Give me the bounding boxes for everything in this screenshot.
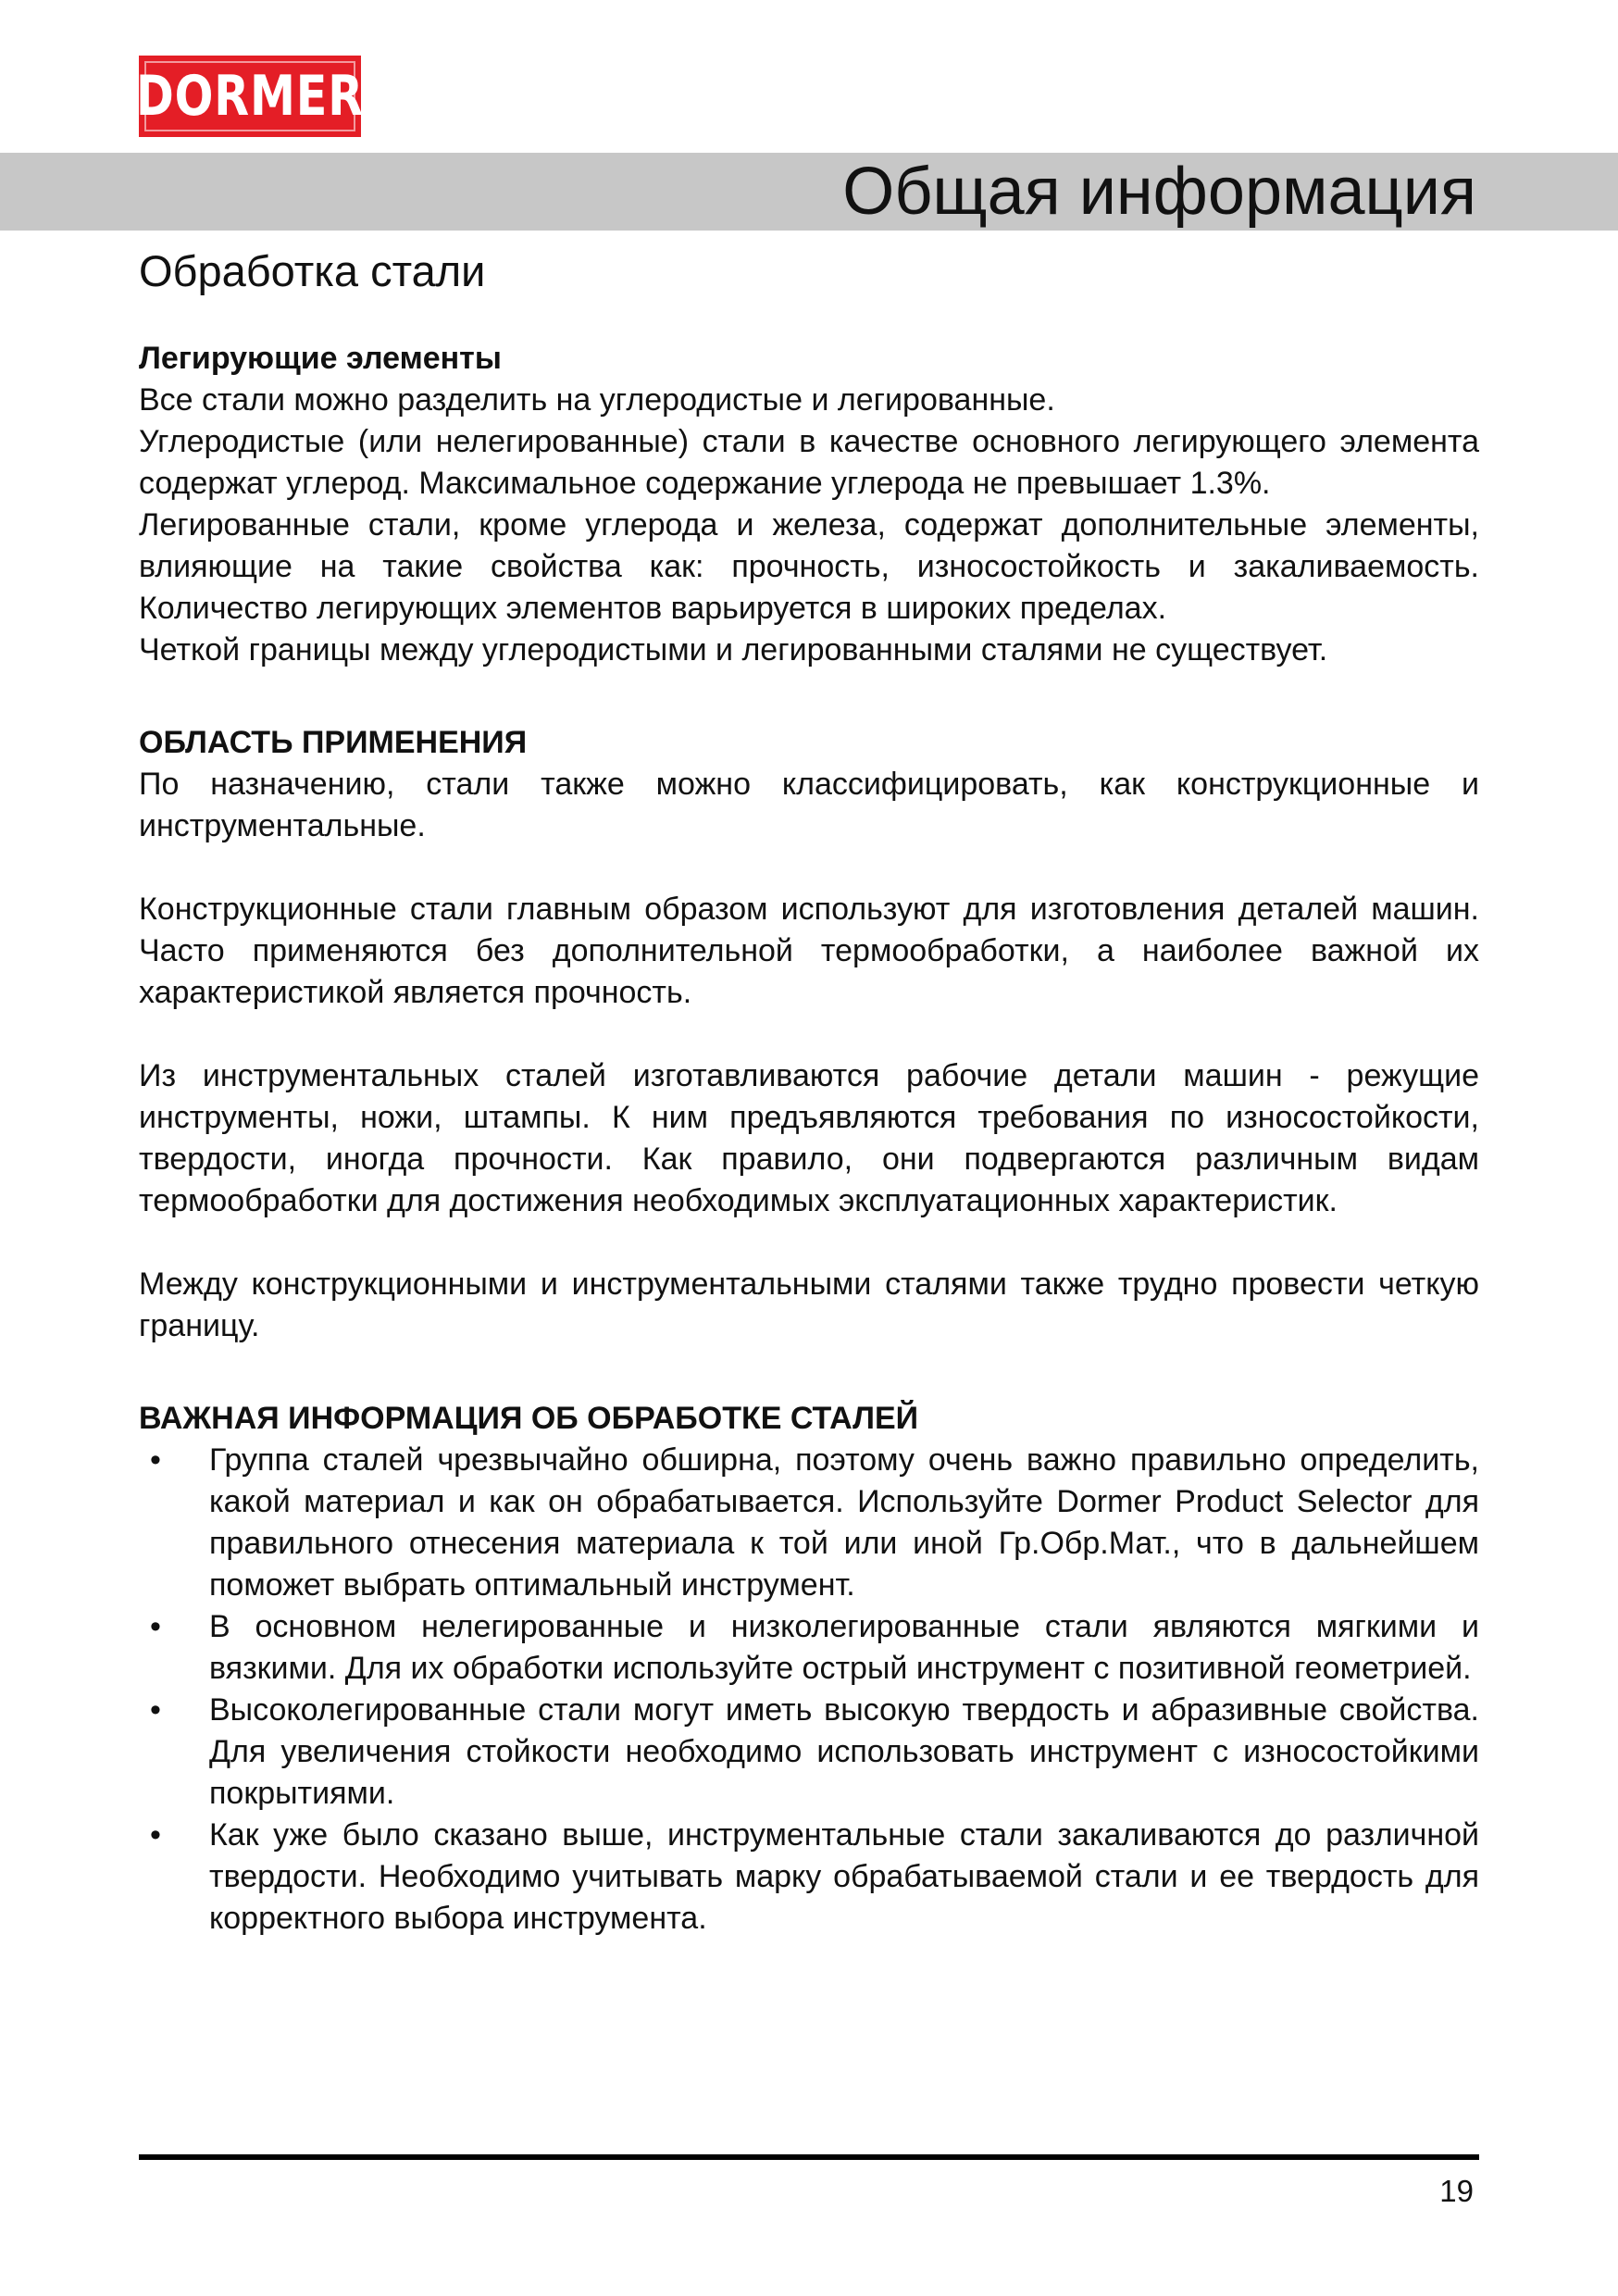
bullet-list — [139, 1440, 1479, 1940]
section-heading-application: ОБЛАСТЬ ПРИМЕНЕНИЯ — [139, 725, 528, 760]
bullet-icon: • — [150, 1609, 161, 1644]
paragraph: Конструкционные стали главным образом используют для изготовления деталей машин. Часто применяются без дополнительной термообработки, а наиболее важной их характеристикой является прочность. — [139, 892, 1479, 1010]
list-item — [139, 1690, 1479, 1815]
section-important-info — [139, 1397, 1479, 1940]
paragraph: Из инструментальных сталей изготавливаются рабочие детали машин - режущие инструменты, ножи, штампы. К ним предъявляются требования по износостойкости, твердости, иногда прочности. Как правило, они подвергаются различным видам термообработки для достижения необходимых эксплуатационных характеристик. — [139, 1058, 1479, 1218]
paragraph: Между конструкционными и инструментальными сталями также трудно провести четкую границу. — [139, 1267, 1479, 1343]
dormer-logo — [136, 56, 364, 137]
paragraph: Углеродистые (или нелегированные) стали в качестве основного легирующего элемента содержат углерод. Максимальное содержание углерода не превышает 1.3%. — [139, 424, 1479, 501]
footer-rule — [139, 2154, 1479, 2160]
document-title: Обработка стали — [139, 246, 486, 295]
paragraph: Четкой границы между углеродистыми и легированными сталями не существует. — [139, 632, 1328, 668]
bullet-text: Как уже было сказано выше, инструментальные стали закаливаются до различной твердости. Необходимо учитывать марку обрабатываемой стали и ее твердость для корректного выбора инструмента. — [209, 1817, 1479, 1936]
paragraph: По назначению, стали также можно классифицировать, как конструкционные и инструментальные. — [139, 767, 1479, 843]
bullet-text: В основном нелегированные и низколегированные стали являются мягкими и вязкими. Для их обработки используйте острый инструмент с позитивной геометрией. — [209, 1609, 1479, 1686]
list-item — [139, 1440, 1479, 1606]
section-heading-important: ВАЖНАЯ ИНФОРМАЦИЯ ОБ ОБРАБОТКЕ СТАЛЕЙ — [139, 1401, 919, 1436]
paragraph: Все стали можно разделить на углеродистые и легированные. — [139, 382, 1055, 418]
section-alloying-elements — [139, 337, 1479, 671]
bullet-text: Высоколегированные стали могут иметь высокую твердость и абразивные свойства. Для увеличения стойкости необходимо использовать инструмент с износостойкими покрытиями. — [209, 1692, 1479, 1811]
paragraph: Легированные стали, кроме углерода и железа, содержат дополнительные элементы, влияющие на такие свойства как: прочность, износостойкость и закаливаемость. Количество легирующих элементов варьируется в широких пределах. — [139, 507, 1479, 626]
list-item — [139, 1606, 1479, 1690]
bullet-icon: • — [150, 1692, 161, 1728]
bullet-icon: • — [150, 1442, 161, 1478]
header-band — [0, 153, 1618, 231]
section-heading-alloying: Легирующие элементы — [139, 341, 502, 376]
page-content — [139, 243, 1479, 1940]
header-title: Общая информация — [842, 155, 1476, 229]
bullet-text: Группа сталей чрезвычайно обширна, поэтому очень важно правильно определить, какой материал и как он обрабатывается. Используйте Dormer Product Selector для правильного отнесения материала к той или иной Гр.Обр.Мат., что в дальнейшем поможет выбрать оптимальный инструмент. — [209, 1442, 1479, 1603]
bullet-icon: • — [150, 1817, 161, 1853]
page-number: 19 — [1439, 2174, 1474, 2208]
section-application — [139, 721, 1479, 1347]
list-item — [139, 1815, 1479, 1940]
logo-text: DORMER — [136, 64, 364, 129]
